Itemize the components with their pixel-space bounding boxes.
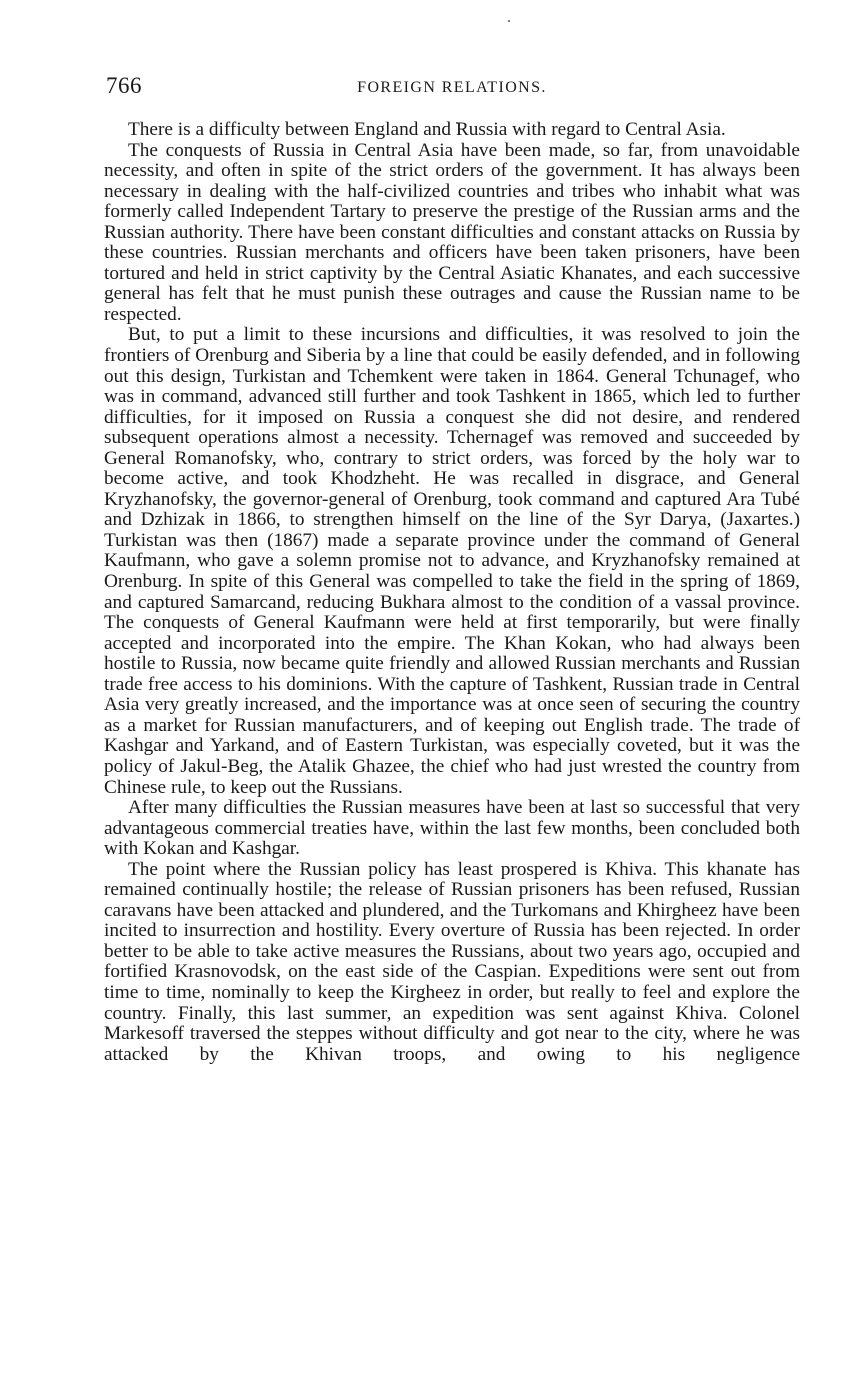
paragraph: The conquests of Russia in Central Asia have been made, so far, from unavoidable necessity, and often in spite of the strict orders of the government. It has always been necessary in dealing with the half-civilized countries and tribes who inhabit what was formerly called Independent Tartary to preserve the prestige of the Russian arms and the Russian authority. There have been constant difficulties and constant attacks on Russia by these countries. Russian merchants and officers have been taken prisoners, have been tortured and held in strict captivity by the Central Asiatic Khanates, and each successive general has felt that he must punish these outrages and cause the Russian name to be respected. [104,139,800,325]
body-text [104,120,800,1065]
paragraph: There is a difficulty between England and Russia with regard to Central Asia. [128,119,726,140]
paragraph: But, to put a limit to these incursions and difficulties, it was resolved to join the frontiers of Orenburg and Siberia by a line that could be easily defended, and in following out this design, Turkistan and Tchemkent were taken in 1864. General Tchunagef, who was in command, advanced still further and took Tashkent in 1865, which led to further difficulties, for it imposed on Russia a conquest she did not desire, and rendered subsequent operations almost a necessity. Tchernagef was removed and succeeded by General Romanofsky, who, contrary to strict orders, was forced by the holy war to become active, and took Khodzheht. He was recalled in disgrace, and General Kryzhanofsky, the governor-general of Orenburg, took command and captured Ara Tubé and Dzhizak in 1866, to strengthen himself on the line of the Syr Darya, (Jaxartes.) Turkistan was then (1867) made a separate province under the command of General Kaufmann, who gave a solemn promise not to advance, and Kryzhanofsky remained at Orenburg. In spite of this General was compelled to take the field in the spring of 1869, and captured Samarcand, reducing Bukhara almost to the condition of a vassal province. The conquests of General Kaufmann were held at first temporarily, but were finally accepted and incorporated into the empire. The Khan Kokan, who had always been hostile to Russia, now became quite friendly and allowed Russian merchants and Russian trade free access to his dominions. With the capture of Tashkent, Russian trade in Central Asia very greatly increased, and the importance was at once seen of securing the country as a market for Russian manufacturers, and of keeping out English trade. The trade of Kashgar and Yarkand, and of Eastern Turkistan, was especially coveted, but it was the policy of Jakul-Beg, the Atalik Ghazee, the chief who had just wrested the country from Chinese rule, to keep out the Russians. [104,324,800,798]
page-header [106,73,798,107]
paper-speck [508,20,510,22]
page-number: 766 [106,73,142,98]
paragraph: The point where the Russian policy has least prospered is Khiva. This khanate has remained continually hostile; the release of Russian prisoners has been refused, Russian caravans have been attacked and plundered, and the Turkomans and Khirgheez have been incited to insurrection and hostility. Every overture of Russia has been rejected. In order better to be able to take active measures the Russians, about two years ago, occupied and fortified Krasnovodsk, on the east side of the Caspian. Expeditions were sent out from time to time, nominally to keep the Kirgheez in order, but really to feel and explore the country. Finally, this last summer, an expedition was sent against Khiva. Colonel Markesoff traversed the steppes without difficulty and got near to the city, where he was attacked by the Khivan troops, and owing to his negligence [104,858,800,1065]
paragraph: After many difficulties the Russian measures have been at last so successful that very advantageous commercial treaties have, within the last few months, been concluded both with Kokan and Kashgar. [104,797,800,860]
running-head: FOREIGN RELATIONS. [357,79,547,96]
